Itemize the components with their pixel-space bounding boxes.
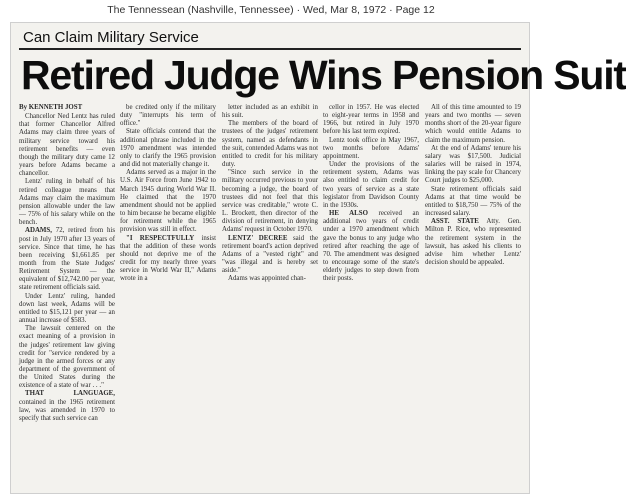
paragraph-text: Lentz' ruling in behalf of his retired colleague means that Adams may claim the maximum pension allowable under the law — 75% of his salary while on the bench. — [19, 178, 115, 227]
paragraph-text: "Since such service in the military occurred previous to your becoming a judge, the board of trustees did not feel that this service was creditable," wrote C. L. Brockett, then director of the division of retirement, in denying Adams' request in October 1970. — [222, 169, 318, 234]
article-column-3 — [222, 104, 318, 484]
paragraph-text: 72, retired from his post in July 1970 after 13 years of service. Since that time, he has been receiving $1,661.85 per month from the State Judges' Retirement System — the equivalent of $12,742.00 per year, state retirement officials said. — [19, 227, 115, 292]
paragraph-text: State retirement officials said Adams at that time would be entitled to $18,750 — 75% of the increased salary. — [425, 185, 521, 218]
paragraph-text: Adams served as a major in the U.S. Air Force from June 1942 to March 1945 during World War II. He claimed that the 1970 amendment should not be applied to him because he became eligible for retirement while the 1965 provision was still in effect. — [120, 169, 216, 234]
paragraph-text: said the retirement board's action deprived Adams of a "vested right" and "was illegal and is hereby set aside." — [222, 234, 319, 275]
subhead-lead-in: ASST. STATE — [431, 218, 479, 226]
paragraph-text: Under Lentz' ruling, handed down last week, Adams will be entitled to $15,121 per year — an annual increase of $583. — [19, 292, 115, 325]
article-paragraph — [19, 325, 115, 390]
article-column-1 — [19, 104, 115, 484]
article-paragraph — [222, 104, 318, 120]
article-paragraph — [425, 218, 521, 267]
article-paragraph — [19, 227, 115, 292]
article-paragraph — [425, 186, 521, 219]
article-paragraph — [222, 275, 318, 283]
subhead-lead-in: LENTZ' DECREE — [228, 234, 288, 242]
article-paragraph — [425, 104, 521, 145]
article-paragraph — [323, 137, 419, 161]
article-paragraph — [323, 161, 419, 210]
kicker-rule — [19, 48, 521, 50]
paragraph-text: letter included as an exhibit in his suit. — [222, 104, 318, 120]
article-paragraph — [222, 169, 318, 234]
article-column-2 — [120, 104, 216, 484]
paragraph-text: Atty. Gen. Milton P. Rice, who represented the retirement system in the lawsuit, has asked his clients to advise him whether Lentz' decision should be appealed. — [425, 218, 522, 266]
article-paragraph — [222, 235, 318, 276]
article-paragraph — [19, 390, 115, 423]
paragraph-text: State officials contend that the additional phrase included in the 1970 amendment was intended only to clarify the 1965 provision and did not materially change it. — [120, 128, 216, 169]
byline: By KENNETH JOST — [19, 104, 83, 111]
paragraph-text: The members of the board of trustees of the judges' retirement system, named as defendants in the suit, contended Adams was not entitled to credit for his military duty. — [222, 120, 318, 169]
article-paragraph — [120, 235, 216, 284]
article-paragraph — [222, 120, 318, 169]
headline: Retired Judge Wins Pension Suit — [21, 52, 626, 98]
paragraph-text: The lawsuit centered on the exact meaning of a provision in the judges' retirement law giving credit for "service rendered by a judge in the armed forces or any department of the government of the United States during the existence of a state of war . . ." — [19, 325, 115, 390]
article-paragraph — [19, 178, 115, 227]
subhead-lead-in: HE ALSO — [329, 210, 368, 218]
article-body — [19, 104, 521, 484]
article-paragraph — [323, 104, 419, 137]
paragraph-text: be credited only if the military duty "interrupts his term of office." — [120, 104, 216, 128]
paragraph-text: All of this time amounted to 19 years and two months — seven months short of the 20-year figure which would entitle Adams to claim the maximum pension. — [425, 104, 521, 144]
article-paragraph — [425, 145, 521, 186]
paragraph-text: At the end of Adams' tenure his salary was $17,500. Judicial salaries will be raised in 1974, linking the pay scale for Chancery Court judges to $25,000. — [425, 144, 521, 185]
newspaper-clipping — [10, 22, 626, 494]
paragraph-text: Adams was appointed chan- — [228, 275, 306, 283]
subhead-lead-in: THAT LANGUAGE, — [25, 390, 115, 398]
article-paragraph — [120, 104, 216, 128]
paragraph-text: Under the provisions of the retirement system, Adams was also entitled to claim credit for two years of service as a state legislator from Davidson County in the 1930s. — [323, 161, 419, 209]
article-paragraph — [120, 128, 216, 169]
paragraph-text: cellor in 1957. He was elected to eight-year terms in 1958 and 1966, but retired in July 1970 before his last term expired. — [323, 104, 419, 136]
article-paragraph — [323, 210, 419, 283]
article-column-4 — [323, 104, 419, 484]
newspaper-masthead: The Tennessean (Nashville, Tennessee) · Wed, Mar 8, 1972 · Page 12 — [107, 4, 435, 16]
subhead-lead-in: ADAMS, — [25, 227, 52, 235]
paragraph-text: Lentz took office in May 1967, two months before Adams' appointment. — [323, 136, 419, 160]
paragraph-text: received an additional two years of credit under a 1970 amendment which gave the bonus to any judge who retired after reaching the age of 70. The amendment was designed to encourage some of the state's elderly judges to step down from their posts. — [323, 210, 419, 283]
paragraph-text: Chancellor Ned Lentz has ruled that former Chancellor Alfred Adams may claim three years of military service toward his retirement benefits — even though the military duty came 12 years before Adams became a chancellor. — [19, 113, 115, 178]
paragraph-text: insist that the addition of these words should not deprive me of the credit for my nearly three years service in World War II," Adams wrote in a — [120, 234, 217, 283]
article-paragraph — [120, 169, 216, 234]
article-paragraph — [19, 293, 115, 326]
paragraph-text: contained in the 1965 retirement law, was amended in 1970 to specify that such service can — [19, 398, 115, 422]
article-paragraph — [19, 113, 115, 178]
subhead-lead-in: "I RESPECTFULLY — [126, 234, 195, 242]
article-column-5 — [425, 104, 521, 484]
kicker-line: Can Claim Military Service — [23, 29, 199, 46]
